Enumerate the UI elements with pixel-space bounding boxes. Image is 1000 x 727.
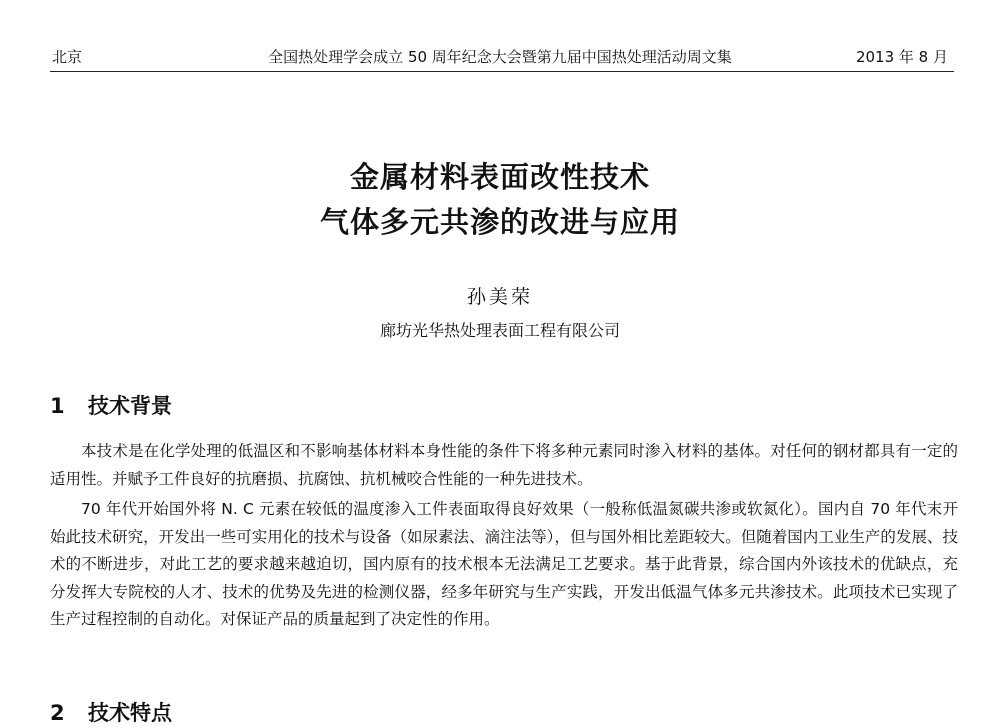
- paper-title-line-1: 金属材料表面改性技术: [349, 160, 650, 194]
- paper-title-line-2: 气体多元共渗的改进与应用: [319, 205, 680, 239]
- header-rule: [50, 71, 954, 72]
- body-paragraph-1: 本技术是在化学处理的低温区和不影响基体材料本身性能的条件下将多种元素同时渗入材料的基体。对任何的钢材都具有一定的适用性。并赋予工件良好的抗磨损、抗腐蚀、抗机械咬合性能的一种先进技术。: [50, 442, 958, 488]
- section-heading-1: [50, 390, 172, 420]
- section-number: 1: [50, 394, 65, 418]
- section-heading-2: [50, 697, 172, 727]
- author-name: 孙美荣: [466, 286, 533, 308]
- author-affiliation: 廊坊光华热处理表面工程有限公司: [379, 321, 620, 340]
- section-number: 2: [50, 701, 65, 725]
- body-paragraph-2: 70 年代开始国外将 N. C 元素在较低的温度渗入工件表面取得良好效果（一般称低温氮碳共渗或软氮化）。国内自 70 年代末开始此技术研究，开发出一些可实用化的技术与设备（如尿素法、滴注法等），但与国外相比差距较大。但随着国内工业生产的发展、技术的不断进步，对此工艺的要求越来越迫切，国内原有的技术根本无法满足工艺要求。基于此背景，综合国内外该技术的优缺点，充分发挥大专院校的人才、技术的优势及先进的检测仪器，经多年研究与生产实践，开发出低温气体多元共渗技术。此项技术已实现了生产过程控制的自动化。对保证产品的质量起到了决定性的作用。: [50, 500, 958, 628]
- header-location: 北京: [52, 48, 83, 66]
- section-title: 技术背景: [88, 394, 172, 418]
- section-title: 技术特点: [88, 701, 172, 725]
- header-date: 2013 年 8 月: [855, 48, 948, 66]
- header-proceedings-title: 全国热处理学会成立 50 周年纪念大会暨第九届中国热处理活动周文集: [268, 48, 732, 66]
- running-header: [52, 44, 948, 70]
